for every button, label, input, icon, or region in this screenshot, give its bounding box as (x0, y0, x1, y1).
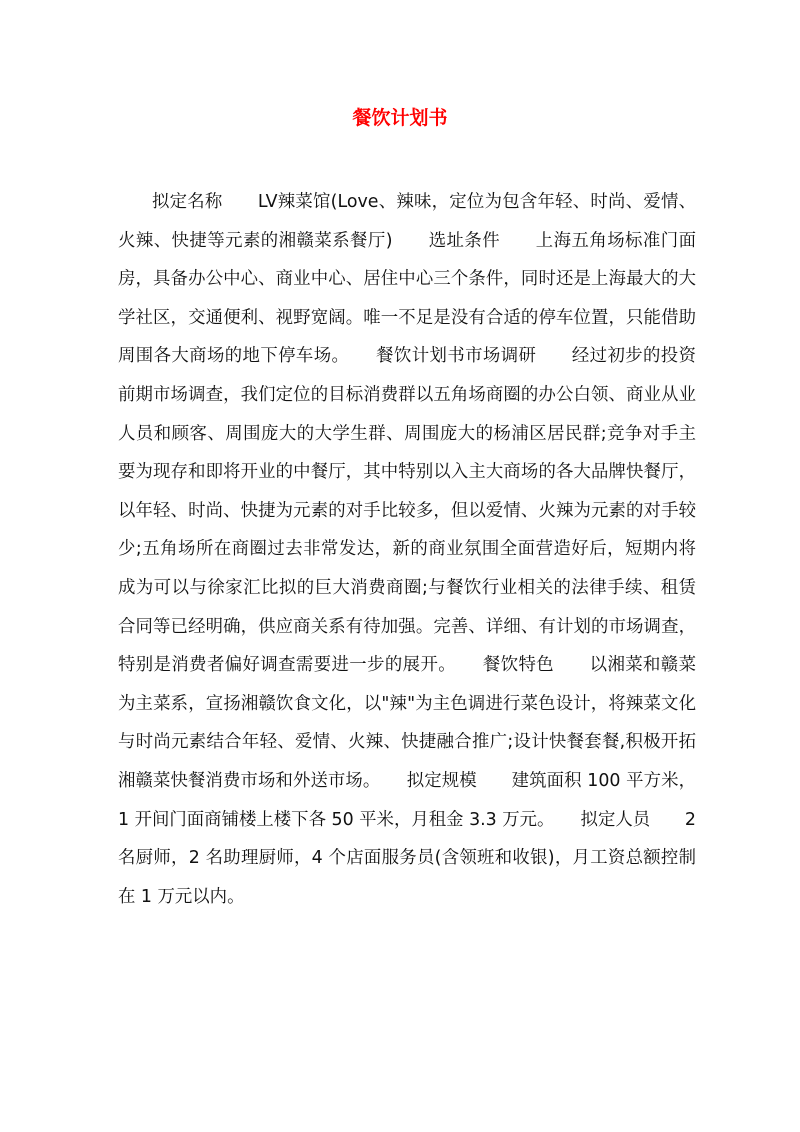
document-title: 餐饮计划书 (352, 107, 448, 129)
document-body-paragraph: 拟定名称 LV辣菜馆(Love、辣味，定位为包含年轻、时尚、爱情、火辣、快捷等元素的湘赣菜系餐厅) 选址条件 上海五角场标准门面房，具备办公中心、商业中心、居住中心三个条件，同时还是上海最大的大学社区，交通便利、视野宽阔。唯一不足是没有合适的停车位置，只能借助周围各大商场的地下停车场。 餐饮计划书市场调研 经过初步的投资前期市场调查，我们定位的目标消费群以五角场商圈的办公白领、商业从业人员和顾客、周围庞大的大学生群、周围庞大的杨浦区居民群;竞争对手主要为现存和即将开业的中餐厅，其中特别以入主大商场的各大品牌快餐厅，以年轻、时尚、快捷为元素的对手比较多，但以爱情、火辣为元素的对手较少;五角场所在商圈过去非常发达，新的商业氛围全面营造好后，短期内将成为可以与徐家汇比拟的巨大消费商圈;与餐饮行业相关的法律手续、租赁合同等已经明确，供应商关系有待加强。完善、详细、有计划的市场调查，特别是消费者偏好调查需要进一步的展开。 餐饮特色 以湘菜和赣菜为主菜系，宣扬湘赣饮食文化，以"辣"为主色调进行菜色设计，将辣菜文化与时尚元素结合年轻、爱情、火辣、快捷融合推广;设计快餐套餐,积极开拓湘赣菜快餐消费市场和外送市场。 拟定规模 建筑面积 100 平方米，1 开间门面商铺楼上楼下各 50 平米，月租金 3.3 万元。 拟定人员 2 名厨师，2 名助理厨师，4 个店面服务员(含领班和收银)，月工资总额控制在 1 万元以内。 (118, 192, 696, 907)
